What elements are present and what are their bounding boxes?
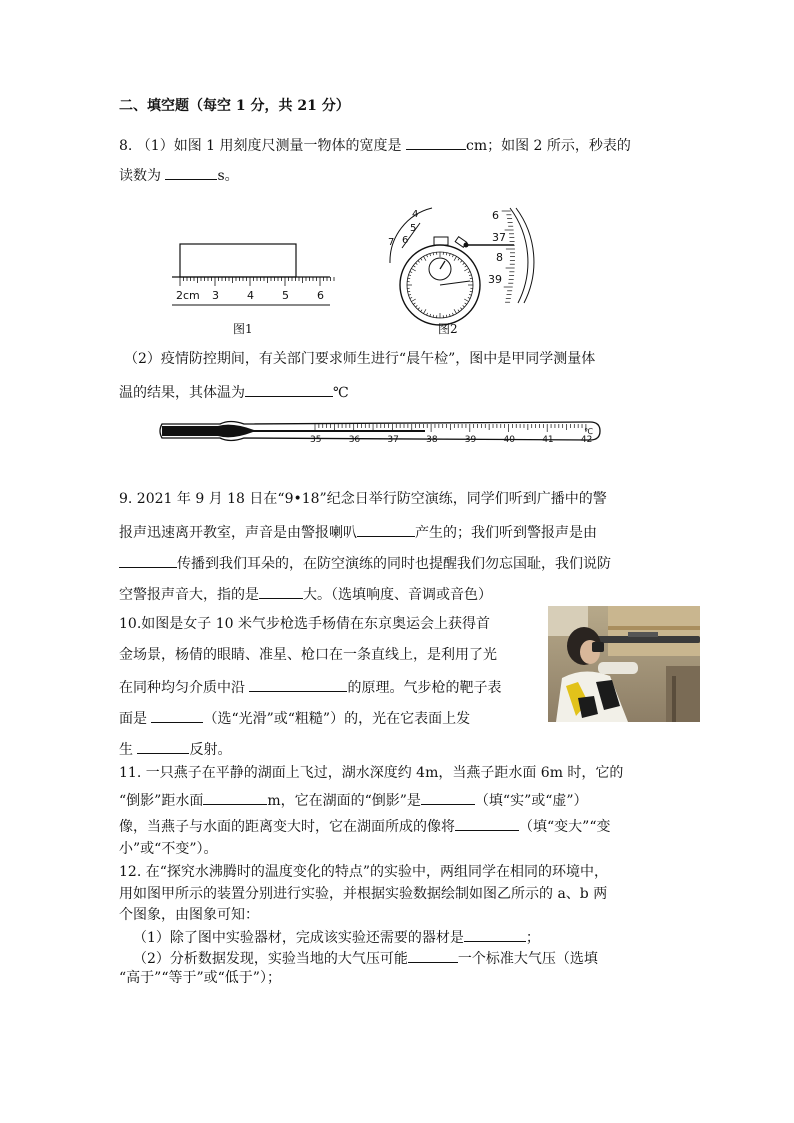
q8-part2-line1: （2）疫情防控期间，有关部门要求师生进行“晨午检”，图中是甲同学测量体: [124, 351, 596, 367]
thermometer-tick-label: 39: [464, 435, 477, 445]
q11-line4: 小”或“不变”）。: [119, 841, 218, 857]
q10-line3: [119, 677, 501, 697]
ruler-tick-label: 2cm: [176, 289, 200, 302]
q8-blank-temperature[interactable]: [245, 382, 333, 397]
q11-text: “倒影”距水面: [119, 793, 204, 809]
fig2-label: 图2: [438, 322, 458, 336]
stopwatch-crown: [434, 237, 448, 245]
q10-text: 在同种均匀介质中沿: [119, 680, 250, 696]
q12-text: 一个标准大气压（选填: [457, 951, 598, 967]
q9-blank-medium[interactable]: [119, 553, 177, 568]
q8-text: ℃: [333, 385, 349, 401]
q8-line1: [119, 135, 631, 155]
q10-blank-principle[interactable]: [249, 677, 347, 692]
q12-line6: “高于”“等于”或“低于”）；: [119, 970, 281, 986]
q9-text: 空警报声音大，指的是: [119, 587, 259, 603]
thermometer-figure: [158, 414, 604, 448]
q8-part2-line2: [119, 382, 349, 402]
q9-line1: 9. 2021 年 9 月 18 日在“9•18”纪念日举行防空演练，同学们听到广播中的警: [119, 491, 607, 507]
thermometer-tick-label: 42: [580, 435, 593, 445]
q8-text: s。: [217, 168, 239, 184]
q8-text: 读数为: [119, 168, 166, 184]
q12-text: （2）分析数据发现，实验当地的大气压可能: [133, 951, 408, 967]
q12-text: ；: [525, 930, 540, 946]
outer-scale-label: 6: [402, 235, 409, 246]
fig1-label: 图1: [233, 322, 253, 336]
q10-text: 反射。: [189, 742, 232, 758]
magnified-scale-label: 8: [496, 251, 503, 264]
q11-text: m，它在湖面的“倒影”是: [267, 793, 421, 809]
q9-text: 产生的；我们听到警报声是由: [415, 525, 597, 541]
q11-blank-image-type[interactable]: [421, 790, 475, 805]
q9-blank-source[interactable]: [357, 522, 415, 537]
outer-scale-label: 4: [412, 209, 419, 220]
ruler-figure: [168, 235, 338, 310]
q8-blank-width[interactable]: [406, 135, 466, 150]
q8-blank-stopwatch[interactable]: [165, 165, 217, 180]
thermometer-tick-label: 40: [503, 435, 515, 445]
q10-line4: [119, 708, 470, 728]
q9-line3: [119, 553, 611, 573]
stopwatch-figure: [380, 203, 540, 328]
q12-line4: [133, 927, 540, 947]
q8-text: cm；如图 2 所示，秒表的: [465, 138, 631, 154]
outer-scale-label: 5: [410, 223, 417, 234]
outer-scale-label: 7: [388, 237, 395, 248]
thermometer-tick-label: 41: [542, 435, 554, 445]
q11-line3: [119, 816, 610, 836]
q12-line2: 用如图甲所示的装置分别进行实验，并根据实验数据绘制如图乙所示的 a、b 两: [119, 886, 608, 902]
q8-text: 8. （1）如图 1 用刻度尺测量一物体的宽度是: [119, 138, 406, 154]
q10-text: 的原理。气步枪的靶子表: [347, 680, 502, 696]
ruler-tick-label: 3: [212, 289, 219, 302]
section-title: 二、填空题（每空 1 分，共 21 分）: [119, 98, 350, 114]
q10-line1: 10.如图是女子 10 米气步枪选手杨倩在东京奥运会上获得首: [119, 616, 490, 632]
thermometer-bulb: [162, 425, 254, 438]
q9-text: 大。（选填响度、音调或音色）: [303, 587, 492, 603]
q10-line2: 金场景，杨倩的眼睛、准星、枪口在一条直线上，是利用了光: [119, 647, 497, 663]
ruler-tick-label: 4: [247, 289, 254, 302]
q12-line5: [133, 948, 598, 968]
q8-line2: [119, 165, 239, 185]
q11-line1: 11. 一只燕子在平静的湖面上飞过，湖水深度约 4m，当燕子距水面 6m 时，它的: [119, 765, 624, 781]
magnified-scale-label: 39: [488, 273, 502, 286]
magnified-scale-label: 6: [492, 209, 499, 222]
q9-text: 报声迅速离开教室，声音是由警报喇叭: [119, 525, 357, 541]
q11-blank-image-size[interactable]: [455, 816, 519, 831]
q12-line1: 12. 在“探究水沸腾时的温度变化的特点”的实验中，两组同学在相同的环境中，: [119, 864, 609, 880]
q9-text: 传播到我们耳朵的，在防空演练的同时也提醒我们勿忘国耻，我们说防: [177, 556, 611, 572]
q10-text: 生: [119, 742, 138, 758]
thermometer-unit: ℃: [584, 427, 593, 436]
ruler-tick-label: 5: [282, 289, 289, 302]
thermometer-tick-label: 38: [426, 435, 438, 445]
q8-text: 温的结果，其体温为: [119, 385, 245, 401]
shooter-photo-art: [548, 606, 700, 722]
q10-text: （选“光滑”或“粗糙”）的，光在它表面上发: [203, 711, 471, 727]
magnified-scale-label: 37: [492, 231, 506, 244]
q11-line2: [119, 790, 588, 810]
q9-blank-property[interactable]: [259, 584, 303, 599]
q12-text: （1）除了图中实验器材，完成该实验还需要的器材是: [133, 930, 464, 946]
q9-line2: [119, 522, 597, 542]
q11-text: （填“实”或“虚”）: [474, 793, 588, 809]
q11-text: （填“变大”“变: [519, 819, 611, 835]
thermometer-tick-label: 35: [310, 435, 322, 445]
q10-line5: [119, 739, 231, 759]
thermometer-tick-label: 36: [348, 435, 361, 445]
q9-line4: [119, 584, 492, 604]
q11-blank-distance[interactable]: [203, 790, 267, 805]
q12-line3: 个图象，由图象可知：: [119, 907, 259, 923]
ruler-tick-label: 6: [317, 289, 324, 302]
q12-blank-equipment[interactable]: [464, 927, 526, 942]
measured-object: [180, 244, 296, 277]
thermometer-tick-label: 37: [387, 435, 399, 445]
shooter-photo: [548, 606, 700, 722]
q10-blank-reflection[interactable]: [137, 739, 189, 754]
q10-text: 面是: [119, 711, 152, 727]
q11-text: 像，当燕子与水面的距离变大时，它在湖面所成的像将: [119, 819, 455, 835]
q12-blank-pressure[interactable]: [408, 948, 458, 963]
q10-blank-surface[interactable]: [151, 708, 203, 723]
